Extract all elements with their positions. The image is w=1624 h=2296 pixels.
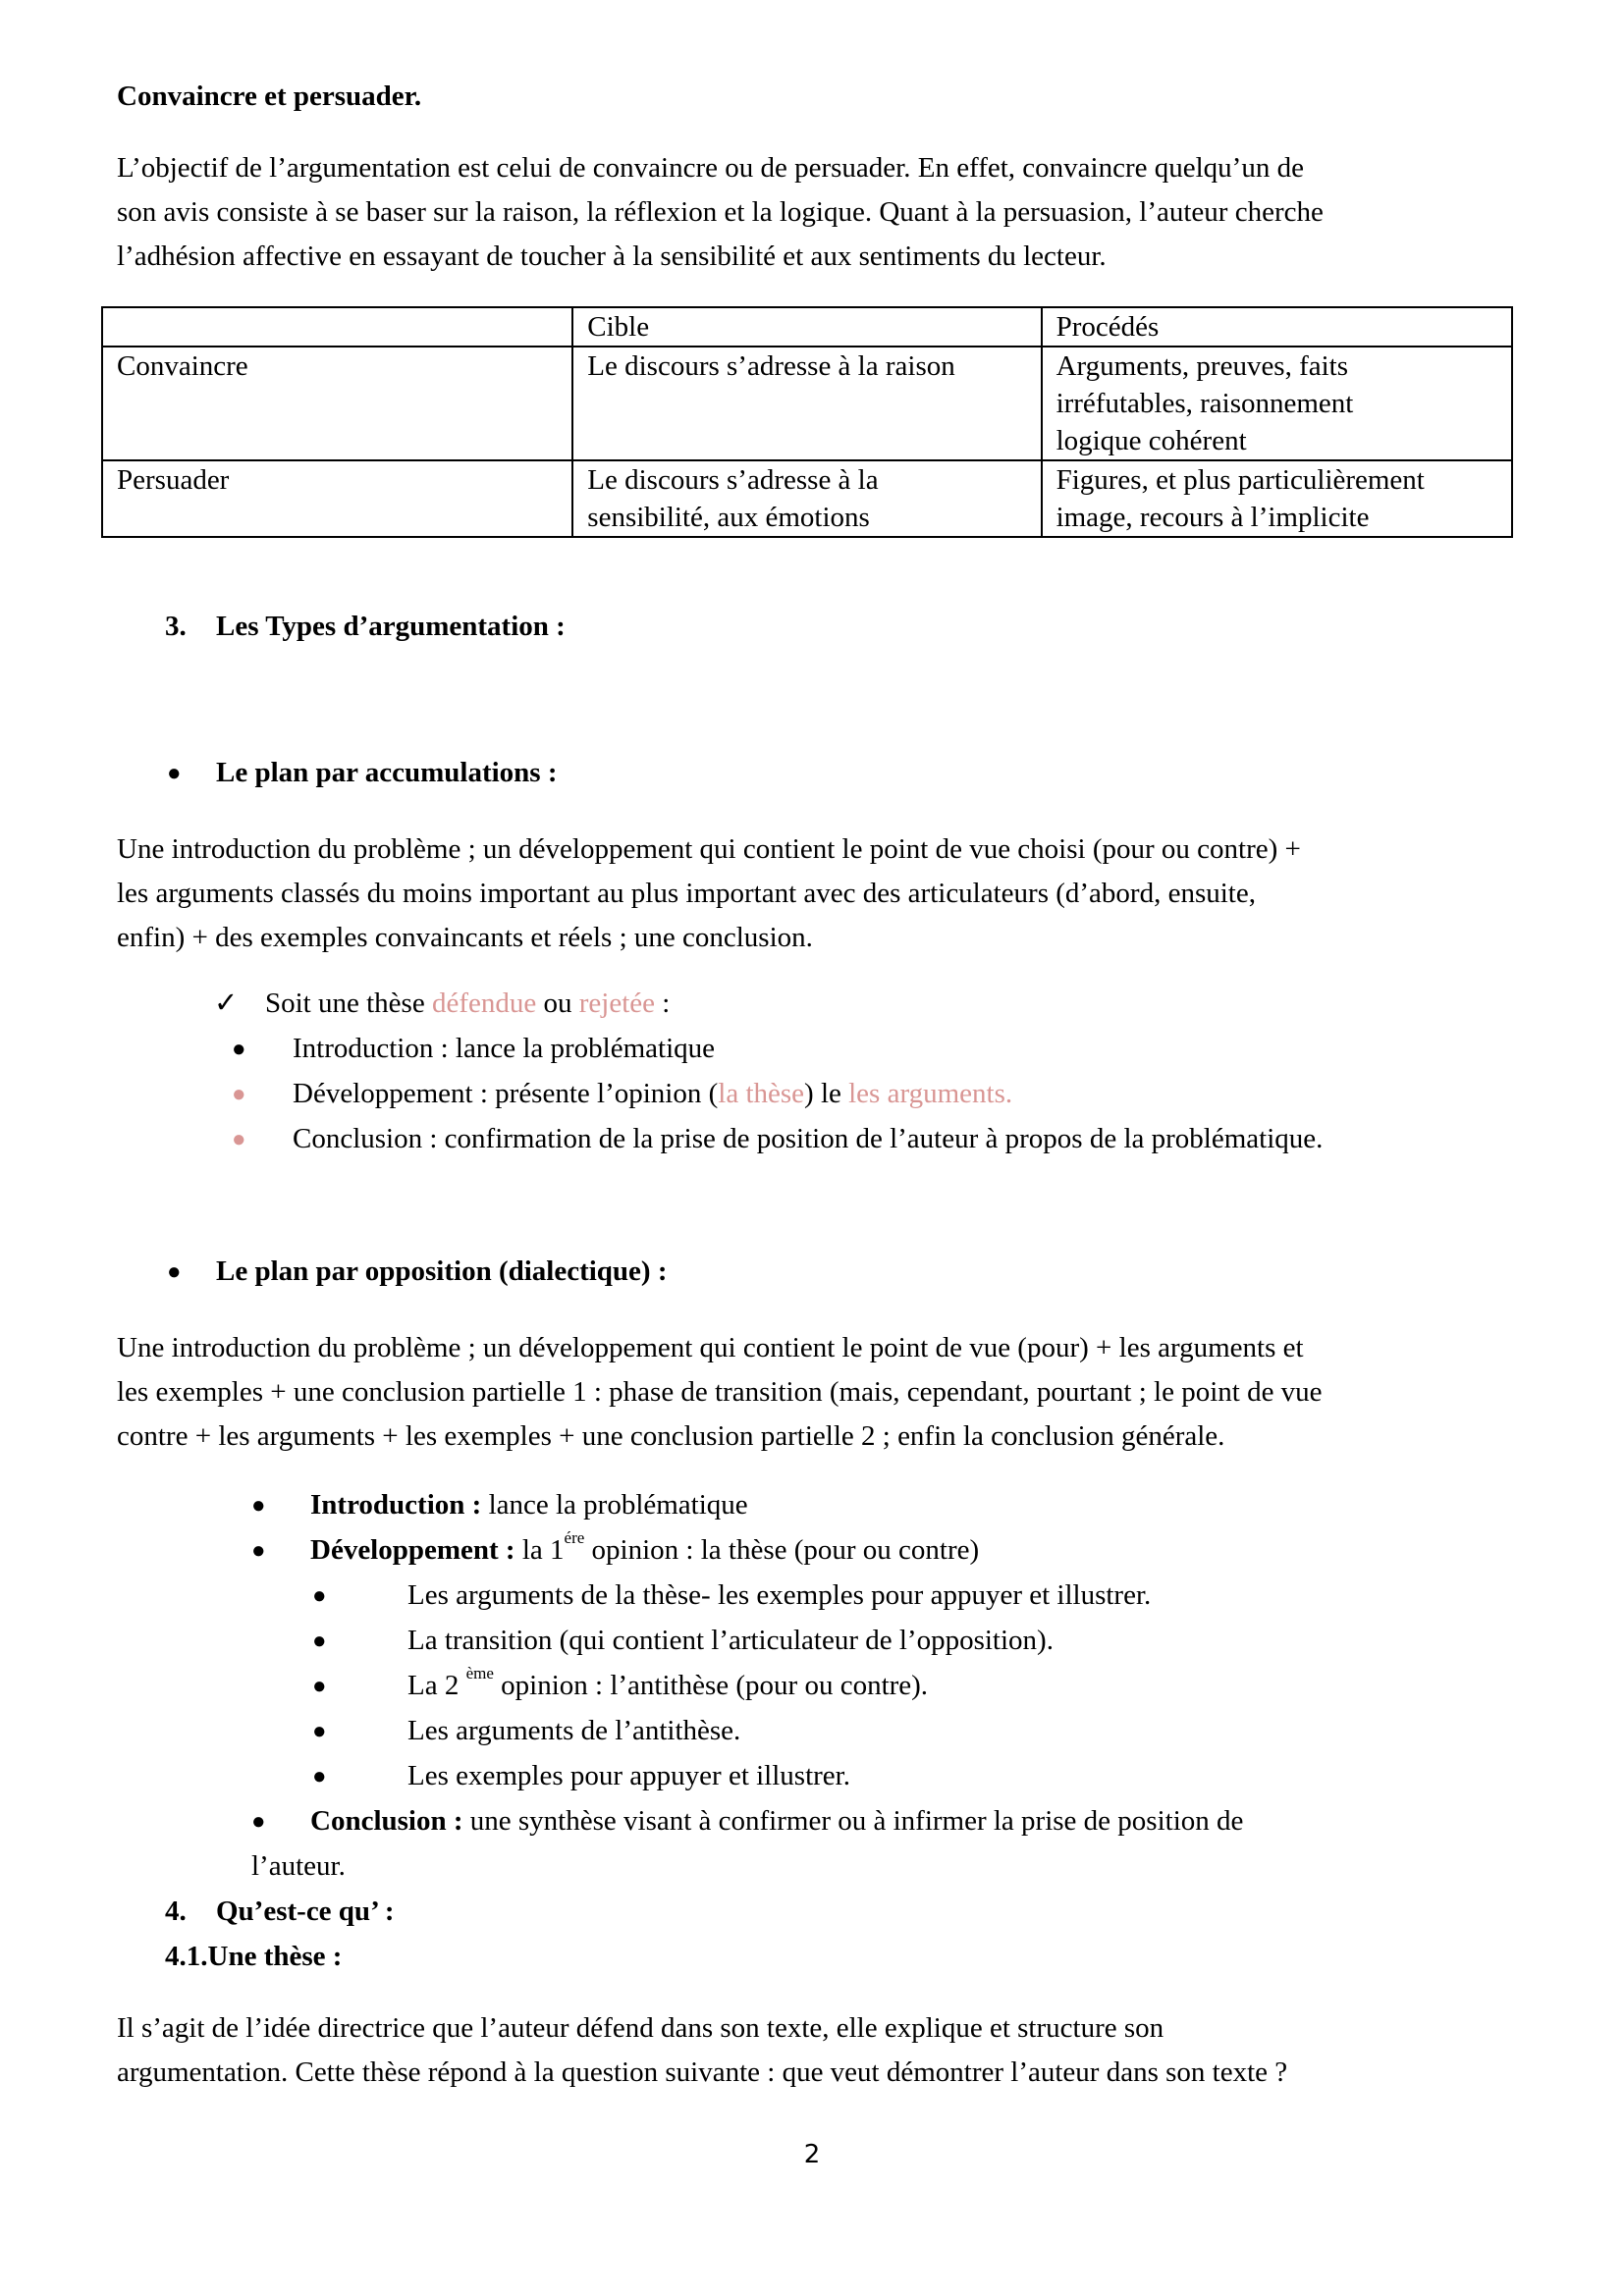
cell-line: sensibilité, aux émotions	[587, 502, 870, 533]
highlight-defendue: défendue	[431, 988, 537, 1019]
text: ou	[536, 988, 579, 1019]
highlight-these: la thèse	[718, 1078, 805, 1109]
text: ) le	[804, 1078, 849, 1109]
label: Conclusion :	[310, 1805, 463, 1837]
text: Soit une thèse	[265, 988, 432, 1019]
table-header-row	[102, 307, 1512, 347]
heading-3: Les Types d’argumentation :	[216, 611, 566, 642]
table-header-cell	[102, 307, 572, 347]
text: Développement : présente l’opinion (	[293, 1078, 719, 1109]
page-number: 2	[803, 2140, 821, 2169]
accumulation-paragraph	[117, 828, 1531, 960]
label: Développement :	[310, 1534, 515, 1566]
section-title: Convaincre et persuader.	[117, 80, 422, 112]
sub-item	[407, 1664, 929, 1702]
text-line: l’adhésion affective en essayant de toucher à la sensibilité et aux sentiments du lecteur.	[117, 240, 1107, 272]
check-icon: ✓	[214, 988, 239, 1019]
table-row	[102, 460, 1512, 537]
text-line: argumentation. Cette thèse répond à la question suivante : que veut démontrer l’auteur dans son texte ?	[117, 2056, 1288, 2088]
text-line: les exemples + une conclusion partielle 1 : phase de transition (mais, cependant, pourtant ; le point de vue	[117, 1376, 1323, 1408]
text: opinion : la thèse (pour ou contre)	[584, 1534, 980, 1566]
list-item-developpement	[310, 1528, 980, 1567]
list-item-developpement	[293, 1078, 1012, 1110]
bullet-icon: ●	[167, 1259, 182, 1285]
cell-line: image, recours à l’implicite	[1056, 502, 1370, 533]
intro-paragraph	[117, 146, 1531, 279]
table-cell-procedes	[1042, 460, 1512, 537]
list-item-intro: Introduction : lance la problématique	[293, 1033, 716, 1064]
cell-line: logique cohérent	[1056, 425, 1247, 456]
text: opinion : l’antithèse (pour ou contre).	[493, 1670, 929, 1701]
text: La 2	[407, 1670, 466, 1701]
bullet-icon: ●	[167, 761, 182, 786]
sub-item: Les arguments de la thèse- les exemples pour appuyer et illustrer.	[407, 1579, 1152, 1611]
opposition-title: Le plan par opposition (dialectique) :	[216, 1255, 668, 1287]
table-cell-cible	[572, 460, 1041, 537]
table-header-cell: Cible	[572, 307, 1041, 347]
text-line: enfin) + des exemples convaincants et réels ; une conclusion.	[117, 922, 813, 953]
heading-4: Qu’est-ce qu’ :	[216, 1896, 395, 1927]
text: :	[655, 988, 671, 1019]
superscript: ème	[465, 1664, 494, 1682]
table-row	[102, 347, 1512, 460]
table-cell-cible	[572, 347, 1041, 460]
table-cell-procedes	[1042, 347, 1512, 460]
check-item	[265, 988, 670, 1020]
bullet-icon: ●	[312, 1719, 327, 1744]
list-item-continuation: l’auteur.	[251, 1850, 346, 1882]
bullet-icon: ●	[251, 1493, 266, 1519]
bullet-icon: ●	[251, 1538, 266, 1564]
these-paragraph	[117, 2006, 1531, 2095]
bullet-icon: ●	[251, 1809, 266, 1835]
accumulation-title: Le plan par accumulations :	[216, 757, 558, 788]
text-line: contre + les arguments + les exemples + une conclusion partielle 2 ; enfin la conclusion générale.	[117, 1420, 1225, 1452]
bullet-icon: ●	[232, 1037, 246, 1062]
highlight-arguments: les arguments.	[848, 1078, 1013, 1109]
list-item-intro	[310, 1489, 748, 1522]
text: une synthèse visant à confirmer ou à infirmer la prise de position de	[462, 1805, 1244, 1837]
text-line: Une introduction du problème ; un développement qui contient le point de vue (pour) + les arguments et	[117, 1332, 1304, 1363]
bullet-icon: ●	[312, 1674, 327, 1699]
comparison-table	[101, 306, 1513, 538]
table-header-cell: Procédés	[1042, 307, 1512, 347]
text-line: Une introduction du problème ; un développement qui contient le point de vue choisi (pour ou contre) +	[117, 833, 1301, 865]
text: la 1	[514, 1534, 565, 1566]
text-line: les arguments classés du moins important au plus important avec des articulateurs (d’abord, ensuite,	[117, 878, 1256, 909]
cell-line: irréfutables, raisonnement	[1056, 388, 1354, 419]
text-line: Il s’agit de l’idée directrice que l’auteur défend dans son texte, elle explique et structure son	[117, 2012, 1164, 2044]
bullet-icon: ●	[312, 1629, 327, 1654]
cell-line: Le discours s’adresse à la raison	[587, 350, 955, 382]
bullet-icon: ●	[232, 1127, 246, 1152]
bullet-icon: ●	[312, 1764, 327, 1789]
opposition-paragraph	[117, 1326, 1531, 1459]
table-cell-label: Convaincre	[102, 347, 572, 460]
label: Introduction :	[310, 1489, 482, 1521]
sub-item: La transition (qui contient l’articulateur de l’opposition).	[407, 1625, 1054, 1656]
highlight-rejetee: rejetée	[578, 988, 655, 1019]
text: lance la problématique	[481, 1489, 748, 1521]
bullet-icon: ●	[232, 1082, 246, 1107]
text-line: son avis consiste à se baser sur la raison, la réflexion et la logique. Quant à la persuasion, l’auteur cherche	[117, 196, 1324, 228]
cell-line: Le discours s’adresse à la	[587, 464, 879, 496]
superscript: ére	[564, 1528, 585, 1547]
cell-line: Arguments, preuves, faits	[1056, 350, 1349, 382]
list-item-conclusion	[310, 1805, 1243, 1838]
cell-line: Figures, et plus particulièrement	[1056, 464, 1425, 496]
bullet-icon: ●	[312, 1583, 327, 1609]
heading-3-number: 3.	[165, 611, 187, 642]
list-item-conclusion: Conclusion : confirmation de la prise de position de l’auteur à propos de la problématique.	[293, 1123, 1324, 1154]
sub-item: Les exemples pour appuyer et illustrer.	[407, 1760, 850, 1791]
text-line: L’objectif de l’argumentation est celui de convaincre ou de persuader. En effet, convaincre quelqu’un de	[117, 152, 1304, 184]
heading-4-number: 4.	[165, 1896, 187, 1927]
heading-4-1: 4.1.Une thèse :	[165, 1941, 343, 1972]
table-cell-label: Persuader	[102, 460, 572, 537]
sub-item: Les arguments de l’antithèse.	[407, 1715, 741, 1746]
